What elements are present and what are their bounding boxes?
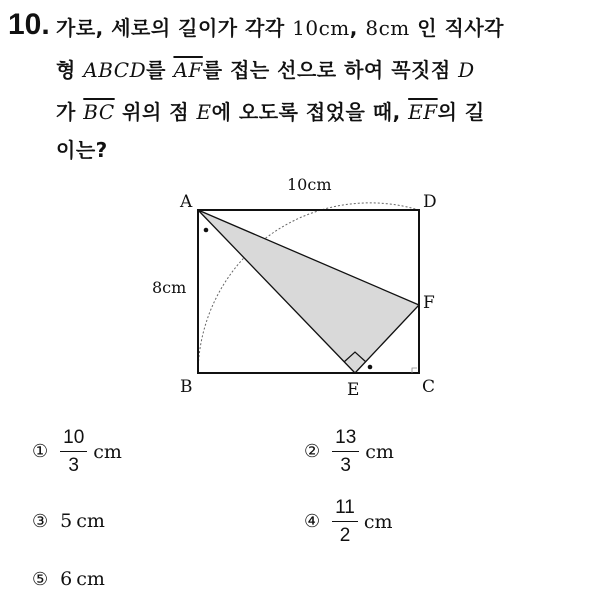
choice-mark: ⑤ (32, 568, 49, 590)
choice-mark: ① (32, 441, 49, 462)
unit: cm (76, 568, 105, 590)
text: 형 (56, 58, 84, 82)
denominator: 2 (339, 525, 351, 546)
math-vertex: D (458, 58, 475, 82)
question-line-4: 이는? (56, 138, 108, 162)
math-rectangle: ABCD (83, 58, 147, 82)
value: 5 (60, 510, 73, 532)
label-b: B (180, 377, 193, 397)
choice-5[interactable] (32, 568, 105, 590)
label-c: C (422, 377, 436, 397)
unit: cm (93, 440, 122, 463)
question-number: 10. (8, 8, 50, 41)
choice-4[interactable] (304, 498, 393, 545)
unit: cm (363, 510, 393, 533)
choice-3[interactable] (32, 510, 105, 532)
text: 가로, 세로의 길이가 각각 (56, 16, 293, 40)
choice-mark: ③ (32, 510, 49, 532)
folded-triangle (198, 210, 419, 373)
angle-dot-a (204, 228, 209, 233)
unit: cm (365, 440, 394, 463)
text: 를 접는 선으로 하여 꼭짓점 (202, 58, 459, 82)
choice-2[interactable] (304, 428, 394, 475)
text: 의 길 (437, 100, 485, 124)
math-segment: $\overline{EF}$ (408, 100, 438, 124)
length-top: 10cm (287, 175, 332, 194)
math-number: 10 (292, 16, 319, 40)
text: 에 오도록 접었을 때, (211, 100, 409, 124)
text: 인 직사각 (409, 16, 504, 40)
text: , (349, 16, 366, 40)
label-e: E (347, 380, 360, 400)
choice-mark: ④ (304, 511, 321, 532)
math-unit: cm (318, 16, 350, 40)
fraction (332, 428, 359, 475)
numerator: 13 (332, 428, 359, 452)
math-unit: cm (378, 16, 410, 40)
numerator: 11 (332, 498, 358, 522)
length-left: 8cm (152, 278, 187, 297)
math-segment: $\overline{AF}$ (173, 58, 203, 82)
text: 가 (56, 100, 84, 124)
math-point: E (196, 100, 212, 124)
text: 위의 점 (114, 100, 197, 124)
math-segment: $\overline{BC}$ (83, 100, 115, 124)
label-d: D (423, 192, 437, 212)
choice-mark: ② (304, 441, 321, 462)
math-number: 8 (365, 16, 379, 40)
angle-dot-e (368, 365, 373, 370)
label-f: F (423, 293, 435, 313)
choice-1[interactable] (32, 428, 122, 475)
label-a: A (180, 192, 193, 212)
text: 를 (146, 58, 174, 82)
unit: cm (76, 510, 105, 532)
denominator: 3 (68, 455, 79, 476)
fraction (332, 498, 358, 545)
denominator: 3 (340, 455, 351, 476)
value: 6 (60, 568, 73, 590)
numerator: 10 (60, 428, 87, 452)
fraction (60, 428, 87, 475)
